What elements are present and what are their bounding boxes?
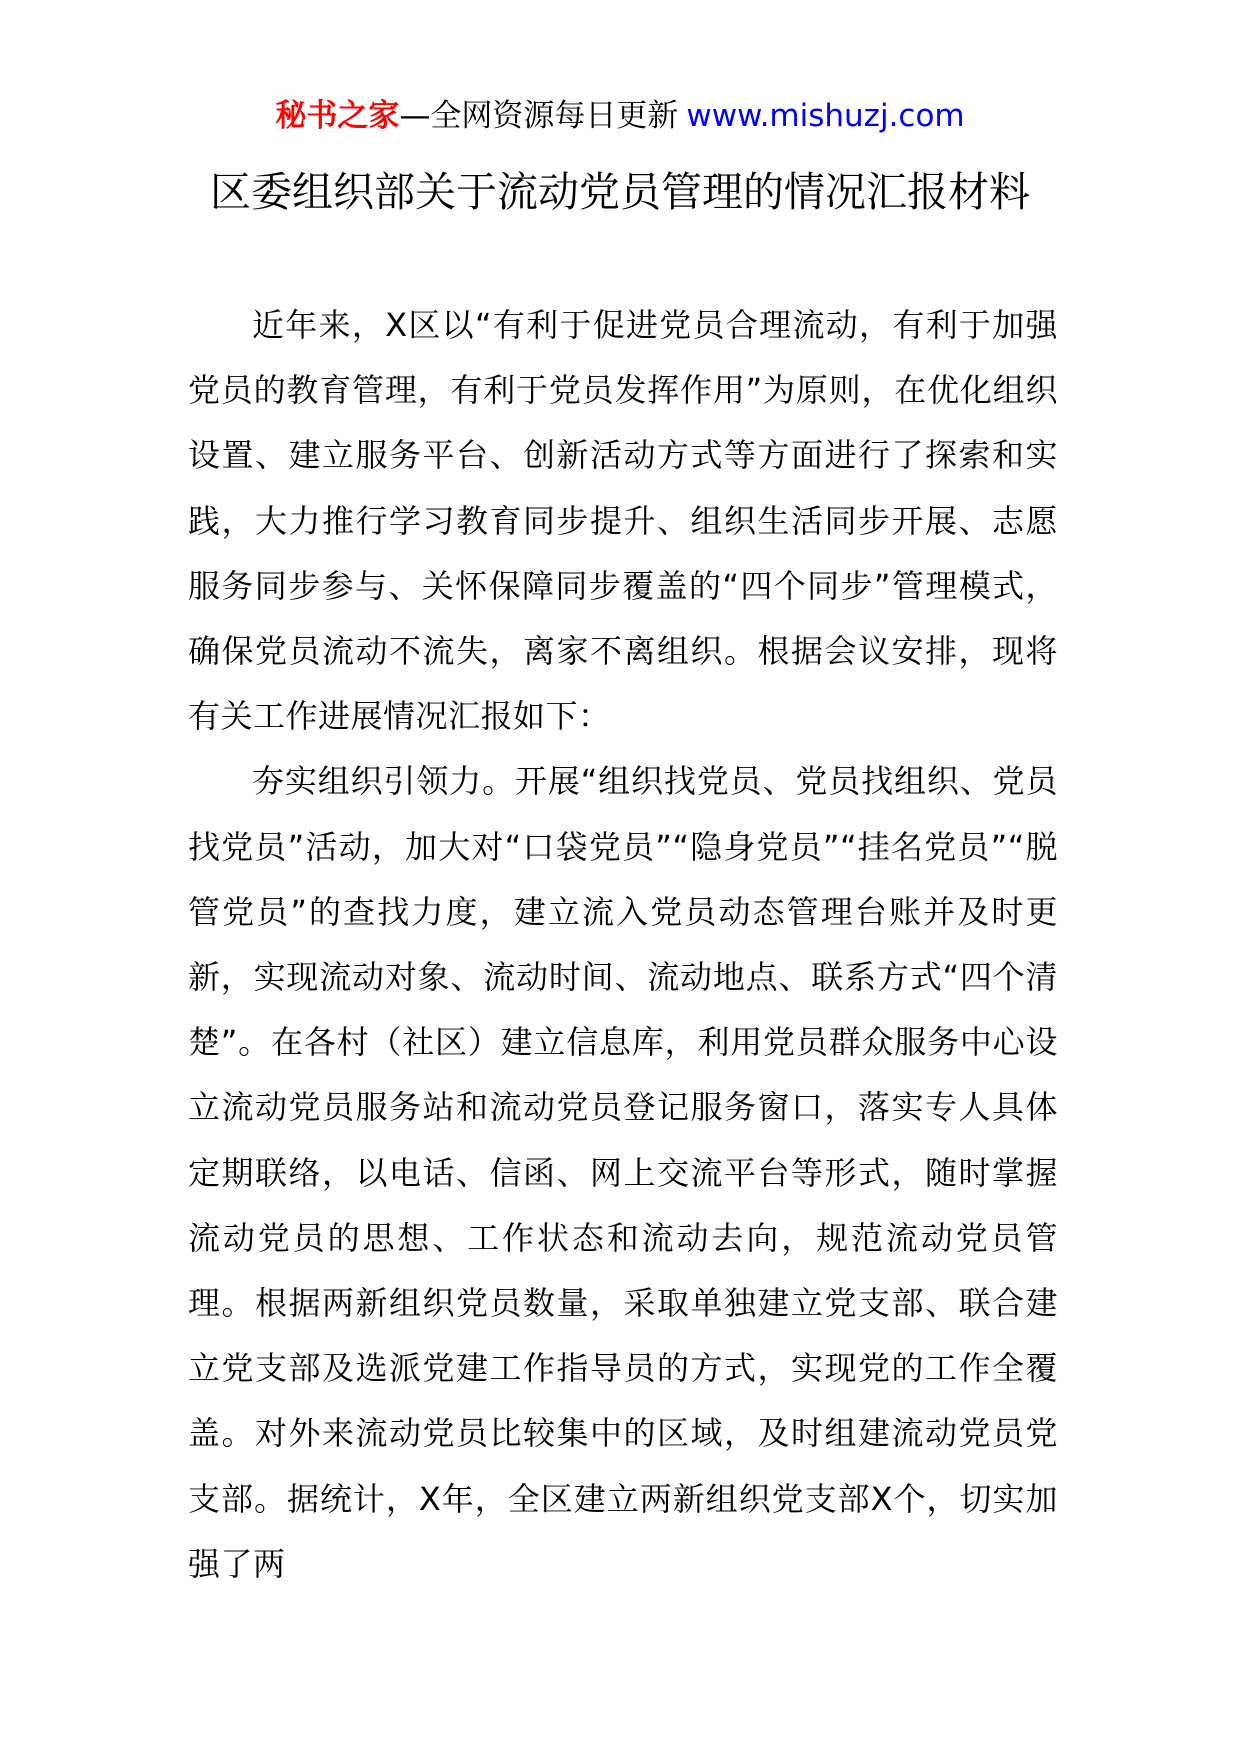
website-link[interactable]: www.mishuzj.com (686, 98, 965, 134)
document-title: 区委组织部关于流动党员管理的情况汇报材料 (210, 168, 1030, 216)
paragraph-intro: 近年来，X区以“有利于促进党员合理流动，有利于加强党员的教育管理，有利于党员发挥作用”为原则，在优化组织设置、建立服务平台、创新活动方式等方面进行了探索和实践，大力推行学习教育同步提升、组织生活同步开展、志愿服务同步参与、关怀保障同步覆盖的“四个同步”管理模式，确保党员流动不流失，离家不离组织。根据会议安排，现将有关工作进展情况汇报如下： (188, 306, 1058, 736)
tagline: —全网资源每日更新 (399, 98, 679, 134)
paragraph-organization: 夯实组织引领力。开展“组织找党员、党员找组织、党员找党员”活动，加大对“口袋党员”“隐身党员”“挂名党员”“脱管党员”的查找力度，建立流入党员动态管理台账并及时更新，实现流动对象、流动时间、流动地点、联系方式“四个清楚”。在各村（社区）建立信息库，利用党员群众服务中心设立流动党员服务站和流动党员登记服务窗口，落实专人具体定期联络，以电话、信函、网上交流平台等形式，随时掌握流动党员的思想、工作状态和流动去向，规范流动党员管理。根据两新组织党员数量，采取单独建立党支部、联合建立党支部及选派党建工作指导员的方式，实现党的工作全覆盖。对外来流动党员比较集中的区域，及时组建流动党员党支部。据统计，X年，全区建立两新组织党支部X个，切实加强了两 (188, 762, 1058, 1583)
brand-name: 秘书之家 (275, 98, 400, 134)
document-body (188, 293, 1058, 1597)
header-banner (0, 96, 1240, 136)
